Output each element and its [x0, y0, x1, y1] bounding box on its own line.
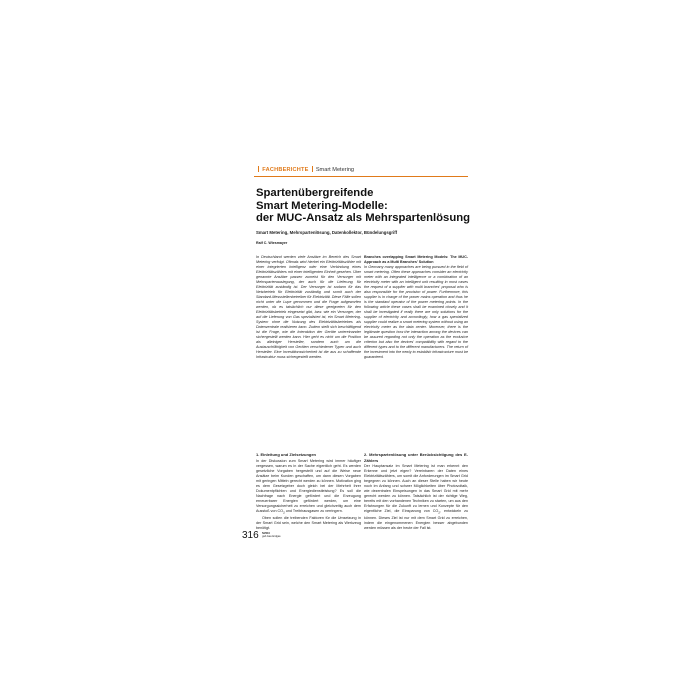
header-divider: [258, 166, 259, 172]
section-1-para: Oben sollen die treibenden Faktoren für die Umsetzung in der Smart Grid sein, welche den Smart Metering als Werkzeug benötigt.: [256, 515, 361, 530]
section-1-para: In der Diskussion zum Smart Metering wird immer häufiger vergessen, warum es in der Sache eigentlich geht. Es werden gesetzliche Vorgaben hergestellt und auf die Weise neue Ansätze beim Kunden geschaffen, um dann diesen Vorgaben mit geringen Mitteln gerecht werden zu können. Motivation ging es dem Gesetzgeber doch gleich bei der Mehrheit ihrer Dokumentpflichten und Energiedienstleistung? Es soll die Nachfrage nach Energie gefördert und die Erzeugung erneuerbarer Energien gefördert werden, um eine Versorgungssicherheit zu erreichen und gleichzeitig auch dem Ausstoß von $CO_2$ und Treibhausgasen zu verringern.: [256, 458, 361, 515]
header-divider: [312, 166, 313, 172]
section-1: [256, 452, 361, 531]
section-header: [258, 166, 478, 176]
section-1-heading: 1. Einleitung und Zielsetzungen: [256, 452, 317, 457]
abstract-german: In Deutschland werden viele Ansätze im Bereich des Smart Metering verfolgt. Oftmals wird hierbei ein Elektrizitätszähler mit einer integrierten Intelligenz oder eine Verbindung eines Elektrizitätszählers mit einer intelligenten Einheit gesehen. Über genannte Ansätze passen zumeist für den Versorger mit Mehrspartenauslegung, der auch für die Lieferung für Elektrizität zuständig ist. Der Versorger ist sodann für das Netzbetrieb für Elektrizität zuständig und somit auch der Standard-Messstellenbetreiber für Elektrizität. Diese Fälle sollen nicht unter die Lupe genommen und die Frage aufgeworfen werden, ob es tatsächlich nur diese geeigneten für den Elektrizitätsbetrieb eingesetzt gibt, bzw. wie ein Versorger, der auf die Lieferung von Gas spezialisiert ist, ein Smart Metering-System ohne die Nutzung des Elektrizitätsbetriebes als Datenzentrale realisieren kann. Zudem stellt sich beschäftigend ist die Frage, wie die Interaktion der Geräte untereinander sichergestellt werden kann. Hier geht es nicht um die Position als alleiniger Hersteller, sondern auch um die Austauschfähigkeit von Geräten verschiedener Typen und auch Hersteller. Eine Investitionssicherheit ist die aus zu schaffende Infrastruktur muss sichergestellt werden.: [256, 255, 361, 360]
title-line: Smart Metering-Modelle:: [256, 199, 388, 212]
topic-label: Smart Metering: [315, 167, 355, 173]
abstract-english-heading: Branches overlapping Smart Metering Models: The MUC-Approach as a Multi Branches' Solution: [364, 255, 468, 265]
title-line: der MUC-Ansatz als Mehrspartenlösung: [256, 212, 471, 225]
section-2: [364, 452, 468, 531]
section-label: FACHBERICHTE: [262, 167, 309, 173]
abstract-english: [364, 255, 468, 360]
journal-info: [262, 532, 281, 538]
keywords: Smart Metering, Mehrspartenlösung, Datenkollektor, Bündelungsgriff: [256, 230, 398, 235]
section-2-para: Der Hauptansatz im Smart Metering ist man erkennt den Erkenne und jetzt eigen? Vereinbaren der Daten eines Elektrizitätszählers, um somit die Anforderungen im Smart Grid begegnen zu können. Auch an dieser Stelle haben wir heute noch im Anfang und schwer Möglichkeiten über Photovoltaik, wie dezentralen Einspeisungen in das Smart Grid mit mehr gerecht werden zu können. Tatsächlich ist der richtige Weg, bereits mit den vorhandenen Techniken zu starten, um aus den Erfahrungen für die Zukunft zu lernen und Konzepte für den eigentliche Ziel, die Einsparung von $CO_2$, entwickeln zu können. Dieses Ziel ist nur mit dem Smart Grid zu erreichen, indem die eingenommenen Energien besser abgebunden werden müssen als der heute der Fall ist.: [364, 464, 469, 531]
abstract-english-text: In Germany many approaches are being pursued in the field of smart metering. Often these approaches consider an electricity meter with an integrated intelligence or a combination of an electricity meter with an intelligent unit resulting in most cases the request of a supplier with multi branches' proposal who is also responsible for the provision of power. Furthermore, this supplier is in charge of the power mains operation and thus he is the standard operator of the power metering points. In the following article these cases shall be examined closely and it shall be investigated if really there are only solutions for the supplier of electricity and accordingly, how a gas specialized supplier could realize a smart metering system without using an electricity meter as the data center. Moreover, there is the legitimate question how the interaction among the devices can be assured regarding not only the operation as the exclusive criterion but also the devices' compatibility with regard to the different types and to the different manufacturers. The return of the investment into the newly to establish infrastructure must be guaranteed.: [364, 265, 468, 360]
page-number: 316: [242, 530, 259, 541]
header-rule: [254, 176, 468, 177]
section-2-heading: 2. Mehrspartenlösung unter Berücksichtigung des E-Zählers: [364, 452, 468, 463]
journal-issue: 5/2010: [262, 532, 270, 535]
title-line: Spartenübergreifende: [256, 187, 374, 199]
article-title: [256, 187, 486, 225]
journal-name: gwf-Gas Erdgas: [262, 535, 281, 539]
author: Ralf C. Wiesmayer: [256, 241, 288, 245]
